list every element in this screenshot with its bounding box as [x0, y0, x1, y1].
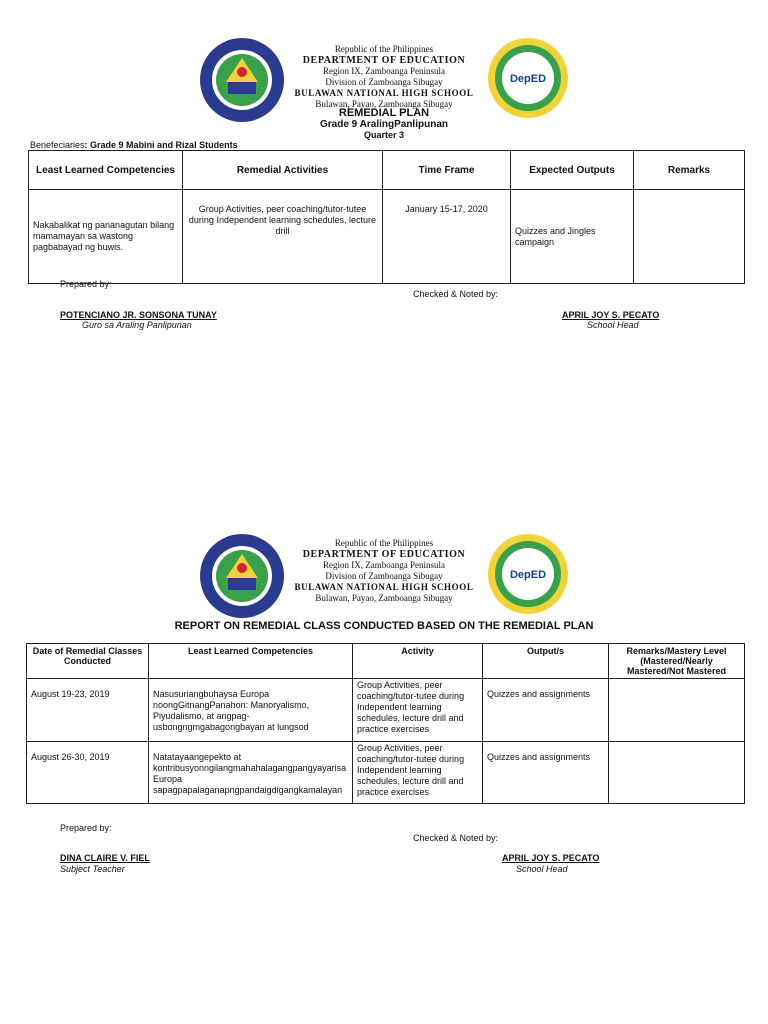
letterhead-line-2: DEPARTMENT OF EDUCATION — [302, 55, 466, 66]
school-head-name: APRIL JOY S. PECATO — [502, 853, 600, 863]
table-header-row — [29, 151, 745, 190]
time-frame-cell: January 15-17, 2020 — [383, 190, 511, 284]
letterhead-line-5: BULAWAN NATIONAL HIGH SCHOOL — [294, 88, 474, 98]
beneficiaries-value: : Grade 9 Mabini and Rizal Students — [84, 140, 238, 150]
letterhead-line-2: DEPARTMENT OF EDUCATION — [302, 549, 466, 560]
letterhead-line-3: Region IX, Zamboanga Peninsula — [323, 560, 445, 570]
output-cell: Quizzes and assignments — [483, 742, 609, 804]
letterhead-line-1: Republic of the Philippines — [334, 44, 434, 54]
competency-cell: Natatayaangepekto at kontribusyonngilangmahahalagangpangyayarisa Europa sapagpapalaganapngpandaigdigangkamalayan — [149, 742, 353, 804]
school-head-role: School Head — [587, 320, 639, 330]
table-row — [27, 679, 745, 742]
letterhead-line-6: Bulawan, Payao, Zamboanga Sibugay — [315, 99, 453, 109]
plan-subtitle: Grade 9 AralingPanlipunan — [320, 119, 448, 130]
deped-logo-text: DepED — [509, 569, 547, 581]
date-cell: August 19-23, 2019 — [27, 679, 149, 742]
competency-cell: Nasusuriangbuhaysa Europa noongGitnangPanahon: Manoryalismo, Piyudalismo, at angpag-usbongngmgabagongbayan at lungsod — [149, 679, 353, 742]
column-header: Least Learned Competencies — [29, 151, 183, 190]
plan-title: REMEDIAL PLAN — [338, 107, 430, 119]
output-cell: Quizzes and assignments — [483, 679, 609, 742]
prepared-by-label: Prepared by: — [60, 279, 112, 289]
prepared-by-label: Prepared by: — [60, 823, 112, 833]
preparer-role: Subject Teacher — [60, 864, 125, 874]
deped-logo-text: DepED — [509, 73, 547, 85]
table-row — [29, 190, 745, 284]
column-header: Time Frame — [383, 151, 511, 190]
column-header: Remarks — [634, 151, 745, 190]
column-header: Remarks/Mastery Level (Mastered/Nearly Mastered/Not Mastered — [609, 644, 745, 679]
column-header: Remedial Activities — [183, 151, 383, 190]
letterhead-line-6: Bulawan, Payao, Zamboanga Sibugay — [315, 593, 453, 603]
activity-cell: Group Activities, peer coaching/tutor-tutee during Independent learning schedules, lecture drill and practice exercises — [353, 742, 483, 804]
activities-cell: Group Activities, peer coaching/tutor-tutee during Independent learning schedules, lecture drill — [183, 190, 383, 284]
letterhead-line-1: Republic of the Philippines — [334, 538, 434, 548]
letterhead-line-4: Division of Zamboanga Sibugay — [325, 571, 443, 581]
table-header-row — [27, 644, 745, 679]
remedial-report-table — [26, 643, 745, 804]
school-head-name: APRIL JOY S. PECATO — [562, 310, 660, 320]
checked-noted-label: Checked & Noted by: — [413, 289, 499, 299]
preparer-name: POTENCIANO JR. SONSONA TUNAY — [60, 310, 217, 320]
outputs-cell: Quizzes and Jingles campaign — [511, 190, 634, 284]
plan-quarter: Quarter 3 — [363, 130, 405, 140]
date-cell: August 26-30, 2019 — [27, 742, 149, 804]
competency-cell: Nakabalikat ng pananagutan bilang mamamayan sa wastong pagbabayad ng buwis. — [29, 190, 183, 284]
column-header: Expected Outputs — [511, 151, 634, 190]
preparer-role: Guro sa Araling Panlipunan — [82, 320, 192, 330]
school-seal-icon — [486, 532, 570, 616]
table-row — [27, 742, 745, 804]
beneficiaries — [30, 140, 238, 150]
school-head-role: School Head — [516, 864, 568, 874]
remarks-cell — [609, 742, 745, 804]
letterhead-line-4: Division of Zamboanga Sibugay — [325, 77, 443, 87]
column-header: Date of Remedial Classes Conducted — [27, 644, 149, 679]
checked-noted-label: Checked & Noted by: — [413, 833, 499, 843]
remedial-plan-table — [28, 150, 745, 284]
remarks-cell — [634, 190, 745, 284]
column-header: Activity — [353, 644, 483, 679]
letterhead-line-3: Region IX, Zamboanga Peninsula — [323, 66, 445, 76]
preparer-name: DINA CLAIRE V. FIEL — [60, 853, 150, 863]
activity-cell: Group Activities, peer coaching/tutor-tutee during Independent learning schedules, lecture drill and practice exercises — [353, 679, 483, 742]
report-title: REPORT ON REMEDIAL CLASS CONDUCTED BASED ON THE REMEDIAL PLAN — [174, 620, 594, 632]
letterhead-line-5: BULAWAN NATIONAL HIGH SCHOOL — [294, 582, 474, 592]
column-header: Output/s — [483, 644, 609, 679]
remarks-cell — [609, 679, 745, 742]
beneficiaries-label: Benefeciaries — [30, 140, 85, 150]
column-header: Least Learned Competencies — [149, 644, 353, 679]
